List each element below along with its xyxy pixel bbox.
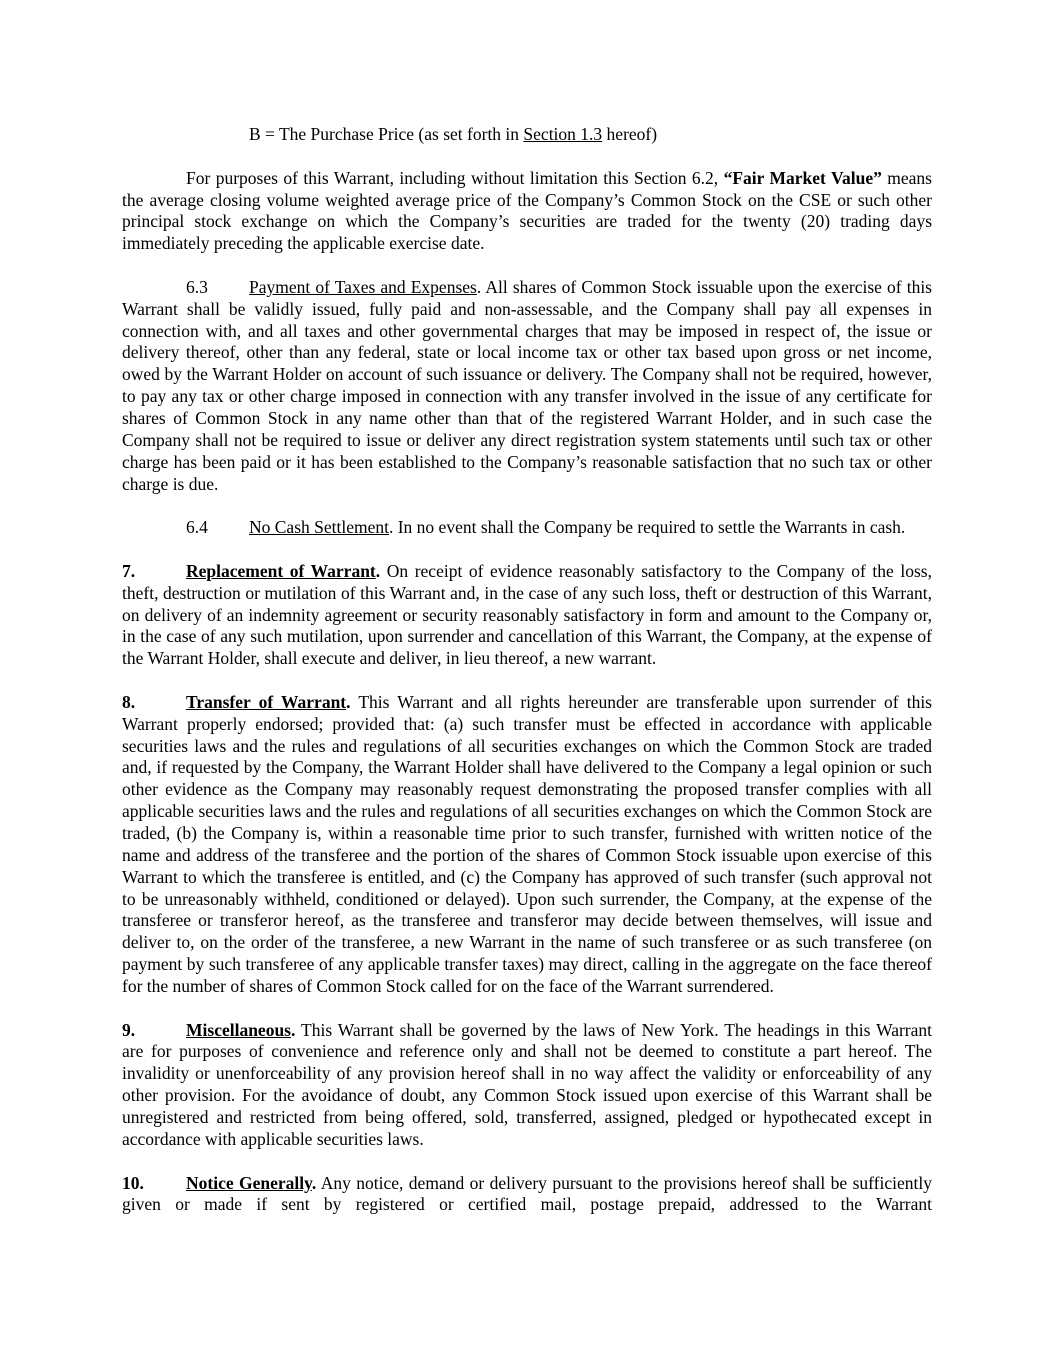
section-6-4-body: . In no event shall the Company be required to settle the Warrants in cash.: [388, 517, 906, 538]
section-6-4-heading: No Cash Settlement: [249, 517, 389, 538]
section-7-heading-period: .: [375, 560, 381, 581]
section-8-body: This Warrant and all rights hereunder are transferable upon surrender of this Warrant properly endorsed; provided that: (a) such transfer must be effected in accordance with applicable securities laws and the rules and regulations of all securities exchanges on which the Common Stock are traded and, if requested by the Company, the Warrant Holder shall have delivered to the Company a legal opinion or such other evidence as the Company may reasonably request demonstrating the proposed transfer complies with all applicable securities laws and the rules and regulations of all securities exchanges on which the Common Stock are traded, (b) the Company is, within a reasonable time prior to such transfer, furnished with written notice of the name and address of the transferee and the portion of the shares of Common Stock issuable upon exercise of this Warrant to which the transferee is entitled, and (c) the Company has approved of such transfer (such approval not to be unreasonably withheld, conditioned or delayed). Upon such surrender, the Company, at the expense of the transferee or transferor hereof, as the transferee and transferor may decide between themselves, will issue and deliver to, on the order of the transferee, a new Warrant in the name of such transferee or as such transferee (on payment by such transferee of any applicable transfer taxes) may direct, calling in the aggregate on the face thereof for the number of shares of Common Stock called for on the face of the Warrant surrendered.: [122, 691, 932, 996]
section-1-3-reference: Section 1.3: [523, 124, 603, 144]
section-6-3-paragraph: [122, 277, 932, 495]
section-8-heading: Transfer of Warrant: [186, 691, 347, 712]
formula-post-text: hereof): [602, 124, 658, 144]
section-6-4-number: 6.4: [186, 517, 208, 538]
section-9-heading: Miscellaneous: [186, 1019, 291, 1040]
fair-market-value-paragraph: [122, 168, 932, 255]
section-9-paragraph: [122, 1020, 932, 1151]
section-7-paragraph: [122, 561, 932, 670]
section-9-heading-period: .: [291, 1019, 296, 1040]
section-10-number: 10.: [122, 1172, 144, 1193]
section-7-body: On receipt of evidence reasonably satisfactory to the Company of the loss, theft, destruction or mutilation of this Warrant and, in the case of any such loss, theft or destruction of this Warrant, on delivery of an indemnity agreement or security reasonably satisfactory in form and amount to the Company or, in the case of any such mutilation, upon surrender and cancellation of this Warrant, the Company, at the expense of the Warrant Holder, shall execute and deliver, in lieu thereof, a new warrant.: [122, 560, 932, 669]
section-9-number: 9.: [122, 1019, 136, 1040]
fair-market-post-text: means the average closing volume weighted average price of the Company’s Common Stock on the CSE or such other principal stock exchange on which the Company’s securities are traded for the twenty (20) trading days immediately preceding the applicable exercise date.: [122, 167, 932, 254]
section-10-heading: Notice Generally: [186, 1172, 312, 1193]
section-8-number: 8.: [122, 691, 136, 712]
section-10-heading-period: .: [311, 1172, 317, 1193]
section-8-heading-period: .: [346, 691, 351, 712]
fair-market-pre-text: For purposes of this Warrant, including without limitation this Section 6.2,: [186, 167, 724, 188]
formula-pre-text: B = The Purchase Price (as set forth in: [249, 124, 524, 144]
section-7-heading: Replacement of Warrant: [186, 560, 376, 581]
purchase-price-formula-line: [122, 124, 932, 146]
section-7-number: 7.: [122, 560, 136, 581]
section-9-body: This Warrant shall be governed by the laws of New York. The headings in this Warrant are for purposes of convenience and reference only and shall not be deemed to constitute a part hereof. The invalidity or unenforceability of any provision hereof shall in no way affect the validity or enforceability of any other provision. For the avoidance of doubt, any Common Stock issued upon exercise of this Warrant shall be unregistered and restricted from being offered, sold, transferred, assigned, pledged or hypothecated except in accordance with applicable securities laws.: [122, 1019, 932, 1149]
section-10-paragraph: [122, 1173, 932, 1217]
section-6-3-number: 6.3: [186, 276, 208, 297]
section-6-4-paragraph: [122, 517, 932, 539]
section-10-body: Any notice, demand or delivery pursuant to the provisions hereof shall be sufficiently given or made if sent by registered or certified mail, postage prepaid, addressed to the Warrant: [122, 1172, 932, 1215]
section-6-3-heading: Payment of Taxes and Expenses: [249, 276, 477, 297]
section-6-3-body: . All shares of Common Stock issuable upon the exercise of this Warrant shall be validly issued, fully paid and non-assessable, and the Company shall pay all expenses in connection with, and all taxes and other governmental charges that may be imposed in respect of, the issue or delivery thereof, other than any federal, state or local income tax or other tax based upon gross or net income, owed by the Warrant Holder on account of such issuance or delivery. The Company shall not be required, however, to pay any tax or other charge imposed in connection with any transfer involved in the issue of any certificate for shares of Common Stock in any name other than that of the registered Warrant Holder, and in such case the Company shall not be required to issue or deliver any direct registration system statements until such tax or other charge has been paid or it has been established to the Company’s reasonable satisfaction that no such tax or other charge is due.: [122, 276, 932, 494]
fair-market-value-term: “Fair Market Value”: [723, 167, 882, 188]
section-8-paragraph: [122, 692, 932, 998]
